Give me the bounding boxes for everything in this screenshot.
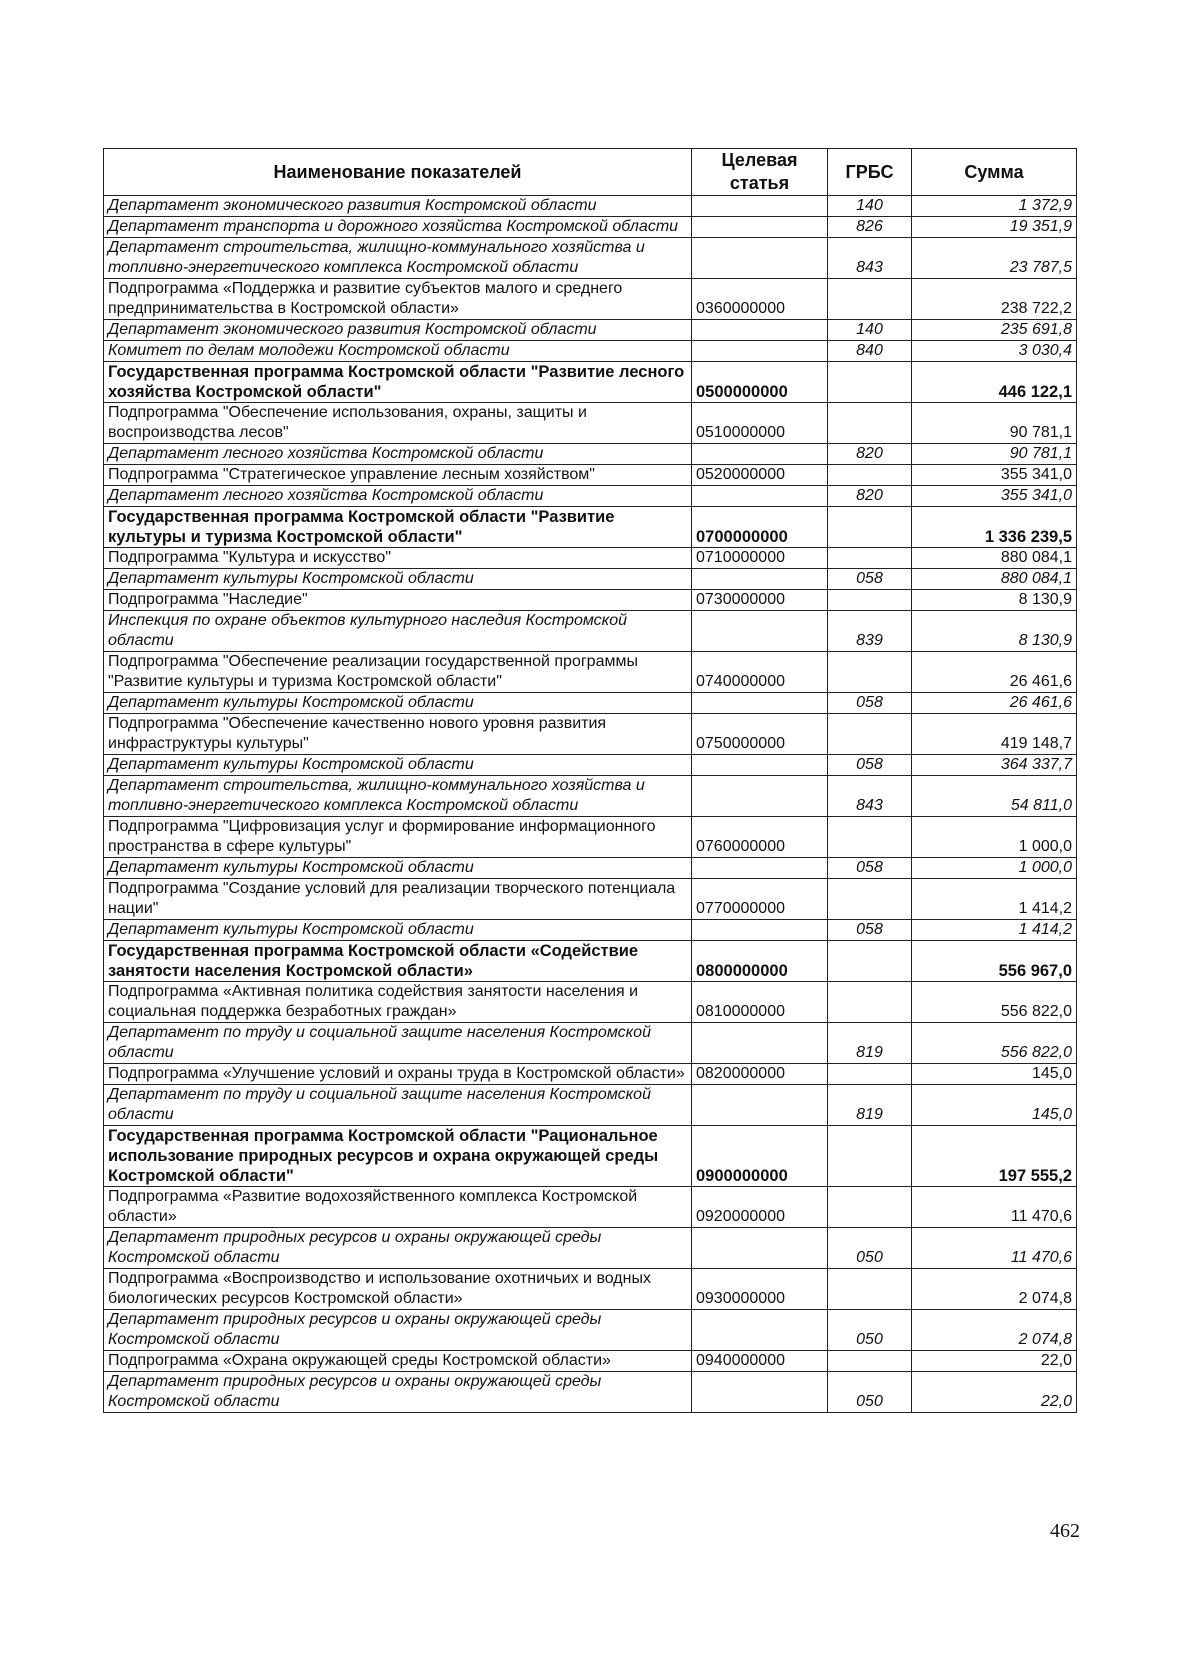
row-name-cell: Департамент лесного хозяйства Костромской области <box>104 444 692 465</box>
row-sum-cell: 238 722,2 <box>912 279 1077 320</box>
row-name-cell: Подпрограмма "Создание условий для реализации творческого потенциала нации" <box>104 879 692 920</box>
row-code-cell: 0920000000 <box>692 1187 828 1228</box>
row-grbs-cell: 058 <box>828 755 912 776</box>
row-sum-cell: 197 555,2 <box>912 1126 1077 1187</box>
row-code-cell: 0800000000 <box>692 941 828 982</box>
row-name-cell: Подпрограмма «Воспроизводство и использование охотничьих и водных биологических ресурсов Костромской области» <box>104 1269 692 1310</box>
row-grbs-cell <box>828 362 912 403</box>
table-row <box>104 611 1077 652</box>
table-body <box>104 196 1077 1413</box>
row-grbs-cell: 140 <box>828 196 912 217</box>
table-row <box>104 465 1077 486</box>
table-row <box>104 1372 1077 1413</box>
row-grbs-cell: 843 <box>828 238 912 279</box>
row-code-cell: 0820000000 <box>692 1064 828 1085</box>
budget-table <box>103 148 1077 1413</box>
table-row <box>104 652 1077 693</box>
table-row <box>104 1310 1077 1351</box>
row-grbs-cell <box>828 507 912 548</box>
table-row <box>104 817 1077 858</box>
row-grbs-cell: 058 <box>828 693 912 714</box>
table-row <box>104 879 1077 920</box>
row-sum-cell: 145,0 <box>912 1064 1077 1085</box>
row-code-cell <box>692 1228 828 1269</box>
row-name-cell: Департамент строительства, жилищно-коммунального хозяйства и топливно-энергетического комплекса Костромской области <box>104 238 692 279</box>
table-row <box>104 1126 1077 1187</box>
table-row <box>104 196 1077 217</box>
row-code-cell: 0900000000 <box>692 1126 828 1187</box>
row-name-cell: Департамент по труду и социальной защите населения Костромской области <box>104 1023 692 1064</box>
row-name-cell: Департамент строительства, жилищно-коммунального хозяйства и топливно-энергетического комплекса Костромской области <box>104 776 692 817</box>
row-sum-cell: 1 000,0 <box>912 817 1077 858</box>
row-code-cell <box>692 693 828 714</box>
row-grbs-cell: 840 <box>828 341 912 362</box>
table-row <box>104 486 1077 507</box>
header-grbs: ГРБС <box>828 149 912 196</box>
table-row <box>104 714 1077 755</box>
row-code-cell: 0520000000 <box>692 465 828 486</box>
row-code-cell <box>692 1372 828 1413</box>
row-code-cell <box>692 776 828 817</box>
row-name-cell: Государственная программа Костромской области "Развитие лесного хозяйства Костромской области" <box>104 362 692 403</box>
row-code-cell: 0930000000 <box>692 1269 828 1310</box>
row-sum-cell: 1 414,2 <box>912 920 1077 941</box>
row-sum-cell: 880 084,1 <box>912 569 1077 590</box>
row-sum-cell: 556 822,0 <box>912 1023 1077 1064</box>
row-name-cell: Подпрограмма "Цифровизация услуг и формирование информационного пространства в сфере культуры" <box>104 817 692 858</box>
row-name-cell: Департамент экономического развития Костромской области <box>104 196 692 217</box>
row-grbs-cell <box>828 1351 912 1372</box>
row-grbs-cell: 050 <box>828 1372 912 1413</box>
row-name-cell: Подпрограмма «Активная политика содействия занятости населения и социальная поддержка безработных граждан» <box>104 982 692 1023</box>
table-row <box>104 941 1077 982</box>
row-grbs-cell <box>828 1064 912 1085</box>
row-code-cell <box>692 486 828 507</box>
table-row <box>104 320 1077 341</box>
row-code-cell: 0740000000 <box>692 652 828 693</box>
row-name-cell: Департамент культуры Костромской области <box>104 569 692 590</box>
row-name-cell: Департамент по труду и социальной защите населения Костромской области <box>104 1085 692 1126</box>
row-grbs-cell <box>828 1187 912 1228</box>
page-number: 462 <box>1050 1520 1080 1542</box>
header-code: Целевая статья <box>692 149 828 196</box>
row-grbs-cell <box>828 1126 912 1187</box>
row-name-cell: Комитет по делам молодежи Костромской области <box>104 341 692 362</box>
row-grbs-cell <box>828 714 912 755</box>
row-sum-cell: 90 781,1 <box>912 444 1077 465</box>
table-row <box>104 403 1077 444</box>
row-grbs-cell: 058 <box>828 920 912 941</box>
row-grbs-cell: 140 <box>828 320 912 341</box>
row-grbs-cell <box>828 590 912 611</box>
table-row <box>104 1351 1077 1372</box>
table-row <box>104 590 1077 611</box>
row-name-cell: Подпрограмма "Обеспечение использования, охраны, защиты и воспроизводства лесов" <box>104 403 692 444</box>
table-header-row <box>104 149 1077 196</box>
row-code-cell <box>692 1023 828 1064</box>
header-name: Наименование показателей <box>104 149 692 196</box>
table-row <box>104 1269 1077 1310</box>
row-name-cell: Департамент экономического развития Костромской области <box>104 320 692 341</box>
row-name-cell: Департамент культуры Костромской области <box>104 693 692 714</box>
row-sum-cell: 11 470,6 <box>912 1228 1077 1269</box>
row-grbs-cell: 058 <box>828 858 912 879</box>
row-name-cell: Подпрограмма «Улучшение условий и охраны труда в Костромской области» <box>104 1064 692 1085</box>
row-sum-cell: 235 691,8 <box>912 320 1077 341</box>
row-sum-cell: 26 461,6 <box>912 652 1077 693</box>
row-grbs-cell: 819 <box>828 1085 912 1126</box>
row-code-cell <box>692 569 828 590</box>
row-sum-cell: 1 372,9 <box>912 196 1077 217</box>
table-row <box>104 755 1077 776</box>
row-code-cell <box>692 341 828 362</box>
row-grbs-cell: 819 <box>828 1023 912 1064</box>
row-grbs-cell: 826 <box>828 217 912 238</box>
table-row <box>104 569 1077 590</box>
row-sum-cell: 22,0 <box>912 1351 1077 1372</box>
row-sum-cell: 8 130,9 <box>912 590 1077 611</box>
row-grbs-cell <box>828 403 912 444</box>
table-row <box>104 217 1077 238</box>
row-code-cell <box>692 858 828 879</box>
row-name-cell: Подпрограмма "Наследие" <box>104 590 692 611</box>
row-grbs-cell: 820 <box>828 486 912 507</box>
row-code-cell: 0810000000 <box>692 982 828 1023</box>
table-row <box>104 548 1077 569</box>
row-grbs-cell <box>828 279 912 320</box>
table-row <box>104 444 1077 465</box>
row-name-cell: Департамент природных ресурсов и охраны окружающей среды Костромской области <box>104 1228 692 1269</box>
row-sum-cell: 22,0 <box>912 1372 1077 1413</box>
table-row <box>104 693 1077 714</box>
table-row <box>104 1187 1077 1228</box>
row-sum-cell: 23 787,5 <box>912 238 1077 279</box>
row-sum-cell: 446 122,1 <box>912 362 1077 403</box>
row-grbs-cell: 050 <box>828 1228 912 1269</box>
row-grbs-cell <box>828 652 912 693</box>
row-code-cell: 0750000000 <box>692 714 828 755</box>
row-sum-cell: 1 414,2 <box>912 879 1077 920</box>
row-grbs-cell: 839 <box>828 611 912 652</box>
row-code-cell: 0510000000 <box>692 403 828 444</box>
table-row <box>104 279 1077 320</box>
row-code-cell: 0360000000 <box>692 279 828 320</box>
row-sum-cell: 419 148,7 <box>912 714 1077 755</box>
row-code-cell: 0760000000 <box>692 817 828 858</box>
row-sum-cell: 145,0 <box>912 1085 1077 1126</box>
row-code-cell <box>692 238 828 279</box>
row-sum-cell: 556 967,0 <box>912 941 1077 982</box>
row-name-cell: Подпрограмма "Стратегическое управление лесным хозяйством" <box>104 465 692 486</box>
row-code-cell: 0730000000 <box>692 590 828 611</box>
row-sum-cell: 1 336 239,5 <box>912 507 1077 548</box>
row-name-cell: Подпрограмма «Поддержка и развитие субъектов малого и среднего предпринимательства в Костромской области» <box>104 279 692 320</box>
row-sum-cell: 1 000,0 <box>912 858 1077 879</box>
row-name-cell: Подпрограмма «Охрана окружающей среды Костромской области» <box>104 1351 692 1372</box>
row-grbs-cell: 843 <box>828 776 912 817</box>
row-name-cell: Департамент культуры Костромской области <box>104 858 692 879</box>
row-sum-cell: 355 341,0 <box>912 465 1077 486</box>
table-row <box>104 920 1077 941</box>
row-code-cell: 0700000000 <box>692 507 828 548</box>
row-grbs-cell <box>828 879 912 920</box>
row-grbs-cell <box>828 982 912 1023</box>
row-sum-cell: 364 337,7 <box>912 755 1077 776</box>
row-code-cell <box>692 611 828 652</box>
row-name-cell: Департамент природных ресурсов и охраны окружающей среды Костромской области <box>104 1310 692 1351</box>
row-sum-cell: 54 811,0 <box>912 776 1077 817</box>
row-name-cell: Подпрограмма "Обеспечение реализации государственной программы "Развитие культуры и туризма Костромской области" <box>104 652 692 693</box>
row-name-cell: Подпрограмма «Развитие водохозяйственного комплекса Костромской области» <box>104 1187 692 1228</box>
row-code-cell <box>692 920 828 941</box>
row-sum-cell: 2 074,8 <box>912 1310 1077 1351</box>
row-grbs-cell: 820 <box>828 444 912 465</box>
row-sum-cell: 8 130,9 <box>912 611 1077 652</box>
row-name-cell: Департамент природных ресурсов и охраны окружающей среды Костромской области <box>104 1372 692 1413</box>
row-name-cell: Департамент транспорта и дорожного хозяйства Костромской области <box>104 217 692 238</box>
row-grbs-cell <box>828 548 912 569</box>
table-row <box>104 341 1077 362</box>
header-sum: Сумма <box>912 149 1077 196</box>
row-grbs-cell <box>828 465 912 486</box>
row-name-cell: Государственная программа Костромской области "Рациональное использование природных ресурсов и охрана окружающей среды Костромской области" <box>104 1126 692 1187</box>
row-name-cell: Департамент культуры Костромской области <box>104 920 692 941</box>
table-row <box>104 362 1077 403</box>
row-code-cell: 0500000000 <box>692 362 828 403</box>
row-code-cell: 0770000000 <box>692 879 828 920</box>
row-grbs-cell: 058 <box>828 569 912 590</box>
row-name-cell: Государственная программа Костромской области «Содействие занятости населения Костромской области» <box>104 941 692 982</box>
row-sum-cell: 19 351,9 <box>912 217 1077 238</box>
row-sum-cell: 556 822,0 <box>912 982 1077 1023</box>
row-sum-cell: 11 470,6 <box>912 1187 1077 1228</box>
row-code-cell <box>692 755 828 776</box>
table-row <box>104 858 1077 879</box>
table-row <box>104 1023 1077 1064</box>
table-row <box>104 982 1077 1023</box>
row-code-cell <box>692 320 828 341</box>
row-sum-cell: 355 341,0 <box>912 486 1077 507</box>
row-name-cell: Инспекция по охране объектов культурного наследия Костромской области <box>104 611 692 652</box>
row-code-cell <box>692 217 828 238</box>
table-row <box>104 776 1077 817</box>
row-code-cell <box>692 196 828 217</box>
row-code-cell: 0710000000 <box>692 548 828 569</box>
row-grbs-cell <box>828 941 912 982</box>
row-sum-cell: 3 030,4 <box>912 341 1077 362</box>
row-grbs-cell <box>828 1269 912 1310</box>
table-row <box>104 1064 1077 1085</box>
row-name-cell: Департамент культуры Костромской области <box>104 755 692 776</box>
table-row <box>104 507 1077 548</box>
row-code-cell <box>692 444 828 465</box>
row-sum-cell: 90 781,1 <box>912 403 1077 444</box>
row-code-cell: 0940000000 <box>692 1351 828 1372</box>
row-sum-cell: 26 461,6 <box>912 693 1077 714</box>
row-name-cell: Государственная программа Костромской области "Развитие культуры и туризма Костромской области" <box>104 507 692 548</box>
row-name-cell: Подпрограмма "Культура и искусство" <box>104 548 692 569</box>
row-code-cell <box>692 1310 828 1351</box>
row-sum-cell: 2 074,8 <box>912 1269 1077 1310</box>
table-row <box>104 1085 1077 1126</box>
row-sum-cell: 880 084,1 <box>912 548 1077 569</box>
row-grbs-cell: 050 <box>828 1310 912 1351</box>
table-row <box>104 238 1077 279</box>
table-row <box>104 1228 1077 1269</box>
row-name-cell: Департамент лесного хозяйства Костромской области <box>104 486 692 507</box>
row-grbs-cell <box>828 817 912 858</box>
row-code-cell <box>692 1085 828 1126</box>
row-name-cell: Подпрограмма "Обеспечение качественно нового уровня развития инфраструктуры культуры" <box>104 714 692 755</box>
